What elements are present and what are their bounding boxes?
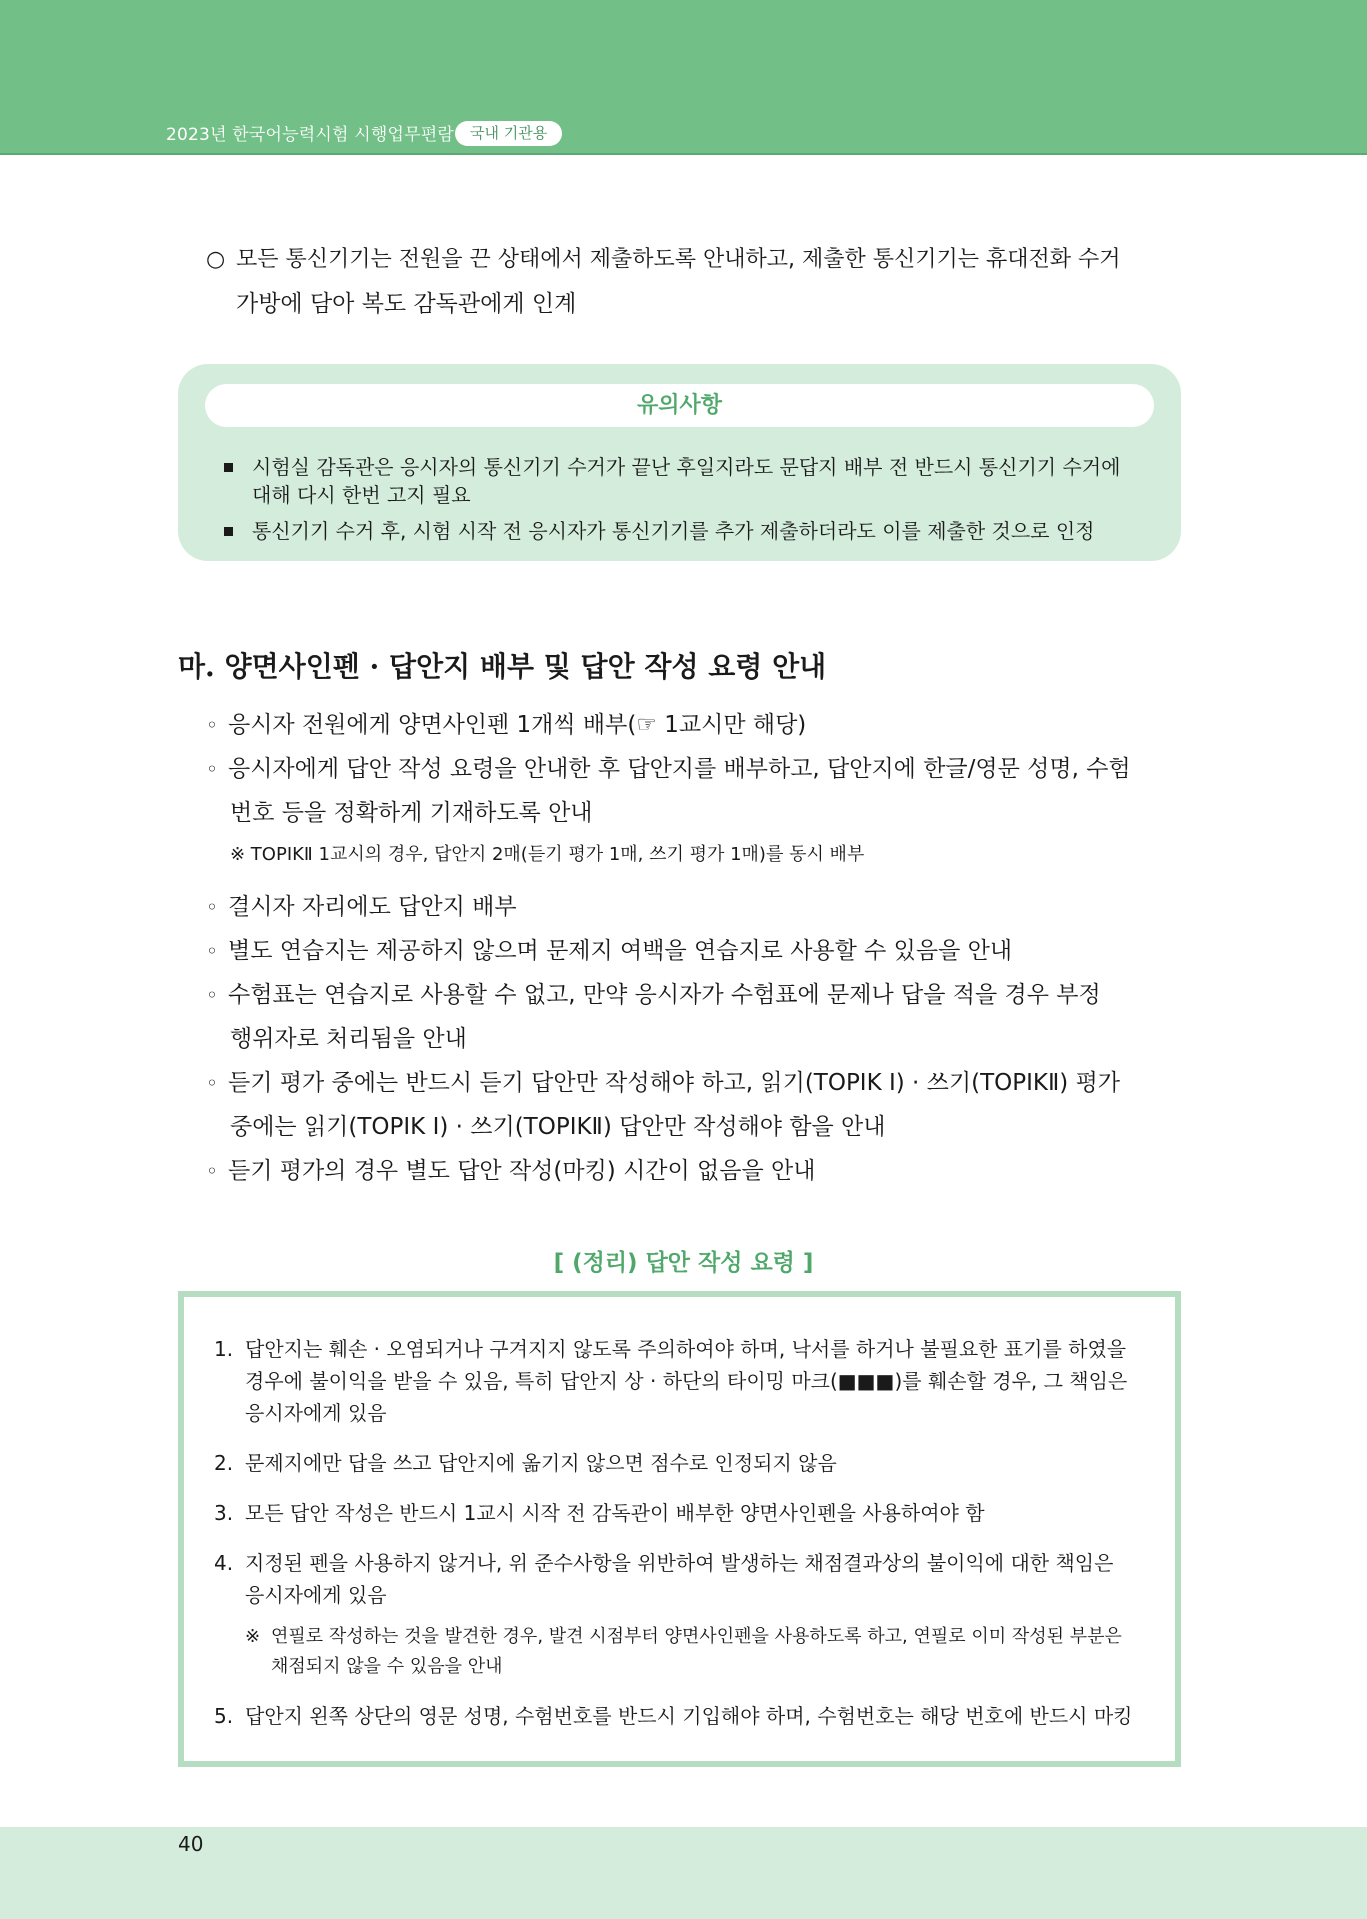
bullet-icon: ◦ bbox=[206, 983, 218, 1007]
summary-item-number: 4. bbox=[214, 1551, 234, 1575]
bullet-icon: ◦ bbox=[206, 1159, 218, 1183]
summary-item-5-line-1: 답안지 왼쪽 상단의 영문 성명, 수험번호를 반드시 기입해야 하며, 수험번호는 해당 번호에 반드시 마킹 bbox=[245, 1704, 1133, 1728]
caution-item-1-line-1: 시험실 감독관은 응시자의 통신기기 수거가 끝난 후일지라도 문답지 배부 전 반드시 통신기기 수거에 bbox=[252, 455, 1121, 479]
summary-item-1-line-1: 답안지는 훼손 · 오염되거나 구겨지지 않도록 주의하여야 하며, 낙서를 하거나 불필요한 표기를 하였을 bbox=[245, 1337, 1127, 1361]
bullet-icon: ◦ bbox=[206, 939, 218, 963]
bullet-icon: ◦ bbox=[206, 1071, 218, 1095]
bullet-icon: ◦ bbox=[206, 757, 218, 781]
summary-item-3-line-1: 모든 답안 작성은 반드시 1교시 시작 전 감독관이 배부한 양면사인펜을 사용하여야 함 bbox=[245, 1501, 985, 1525]
header-divider bbox=[0, 153, 1367, 155]
caution-item-1-line-2: 대해 다시 한번 고지 필요 bbox=[252, 483, 471, 507]
summary-item-number: 5. bbox=[214, 1704, 234, 1728]
summary-item-number: 3. bbox=[214, 1501, 234, 1525]
intro-line-2: 가방에 담아 복도 감독관에게 인계 bbox=[236, 291, 577, 317]
bullet-icon: ○ bbox=[206, 247, 226, 272]
bullet-icon: ◦ bbox=[206, 713, 218, 737]
intro-line-1: 모든 통신기기는 전원을 끈 상태에서 제출하도록 안내하고, 제출한 통신기기는 휴대전화 수거 bbox=[236, 247, 1121, 272]
footer-band bbox=[0, 1827, 1367, 1919]
caution-title: 유의사항 bbox=[636, 393, 722, 418]
summary-item-number: 2. bbox=[214, 1451, 234, 1475]
reference-note: ※ TOPIKⅡ 1교시의 경우, 답안지 2매(듣기 평가 1매, 쓰기 평가 1매)를 동시 배부 bbox=[230, 844, 865, 865]
summary-item-4-line-1: 지정된 펜을 사용하지 않거나, 위 준수사항을 위반하여 발생하는 채점결과상의 불이익에 대한 책임은 bbox=[245, 1551, 1114, 1575]
caution-item-2-line-1: 통신기기 수거 후, 시험 시작 전 응시자가 통신기기를 추가 제출하더라도 이를 제출한 것으로 인정 bbox=[252, 519, 1095, 543]
list-item-continuation: 번호 등을 정확하게 기재하도록 안내 bbox=[230, 800, 593, 826]
intro-paragraph bbox=[206, 238, 1121, 317]
summary-item-number: 1. bbox=[214, 1337, 234, 1361]
summary-note-line-2: 채점되지 않을 수 있음을 안내 bbox=[271, 1656, 503, 1677]
summary-item-4-line-2: 응시자에게 있음 bbox=[245, 1583, 387, 1607]
square-bullet-icon bbox=[224, 463, 233, 472]
square-bullet-icon bbox=[224, 527, 233, 536]
audience-badge: 국내 기관용 bbox=[455, 121, 562, 146]
summary-item-1-line-2: 경우에 불이익을 받을 수 있음, 특히 답안지 상 · 하단의 타이밍 마크(■■■)를 훼손할 경우, 그 책임은 bbox=[245, 1369, 1128, 1393]
list-item-continuation: 행위자로 처리됨을 안내 bbox=[230, 1026, 467, 1052]
summary-item-1-line-3: 응시자에게 있음 bbox=[245, 1401, 387, 1425]
section-heading: 마. 양면사인펜 · 답안지 배부 및 답안 작성 요령 안내 bbox=[178, 650, 827, 683]
page-number: 40 bbox=[178, 1832, 204, 1856]
list-item-continuation: 중에는 읽기(TOPIK Ⅰ) · 쓰기(TOPIKⅡ) 답안만 작성해야 함을 안내 bbox=[230, 1114, 886, 1140]
bullet-icon: ◦ bbox=[206, 895, 218, 919]
summary-note-mark: ※ bbox=[245, 1626, 261, 1647]
summary-item-2-line-1: 문제지에만 답을 쓰고 답안지에 옮기지 않으면 점수로 인정되지 않음 bbox=[245, 1451, 837, 1475]
summary-title: [ (정리) 답안 작성 요령 ] bbox=[553, 1250, 814, 1276]
document-title: 2023년 한국어능력시험 시행업무편람 bbox=[166, 125, 454, 145]
summary-note-line-1: 연필로 작성하는 것을 발견한 경우, 발견 시점부터 양면사인펜을 사용하도록 하고, 연필로 이미 작성된 부분은 bbox=[271, 1626, 1122, 1647]
